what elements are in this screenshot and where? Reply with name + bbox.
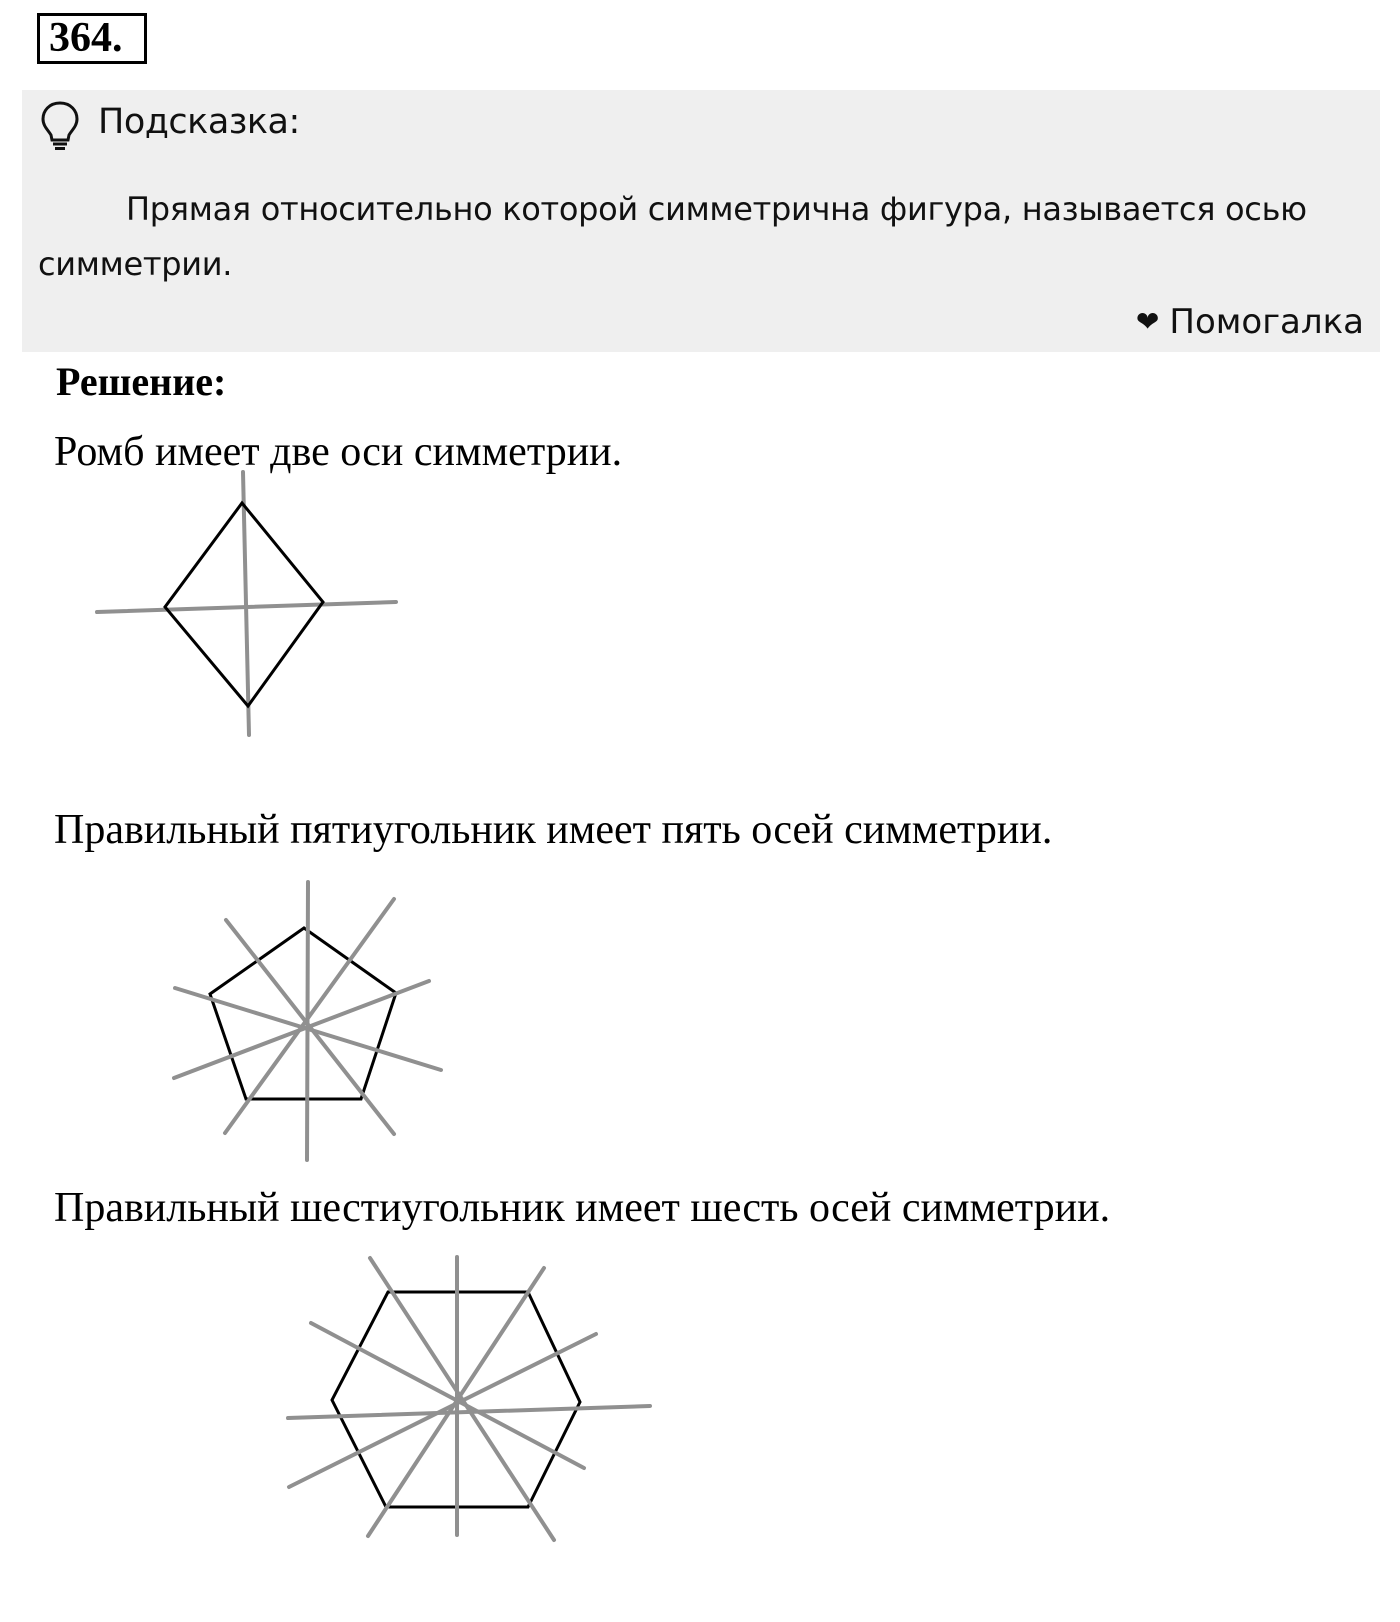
rhombus-figure	[0, 470, 420, 750]
solution-title: Решение:	[56, 359, 227, 404]
hint-box	[22, 90, 1380, 352]
hexagon-statement: Правильный шестиугольник имеет шесть осей симметрии.	[54, 1185, 1111, 1231]
pentagon-statement: Правильный пятиугольник имеет пять осей симметрии.	[54, 807, 1053, 853]
pentagon-axis-4	[226, 920, 394, 1134]
hint-source[interactable]	[1136, 302, 1364, 342]
pentagon-outline	[210, 928, 396, 1099]
hexagon-figure	[0, 1255, 680, 1555]
hint-title: Подсказка:	[98, 102, 300, 142]
problem-number-suffix: .	[112, 15, 123, 61]
hint-text: Прямая относительно которой симметрична фигура, называется осью симметрии.	[38, 190, 1307, 283]
hexagon-axis-5	[311, 1323, 584, 1468]
hint-source-label: Помогалка	[1169, 302, 1364, 342]
problem-number-value: 364	[49, 15, 112, 61]
problem-number	[37, 13, 147, 64]
rhombus-statement: Ромб имеет две оси симметрии.	[54, 429, 623, 475]
lightbulb-icon	[40, 100, 80, 157]
heart-icon: ❤	[1135, 305, 1160, 338]
pentagon-figure	[0, 880, 460, 1170]
